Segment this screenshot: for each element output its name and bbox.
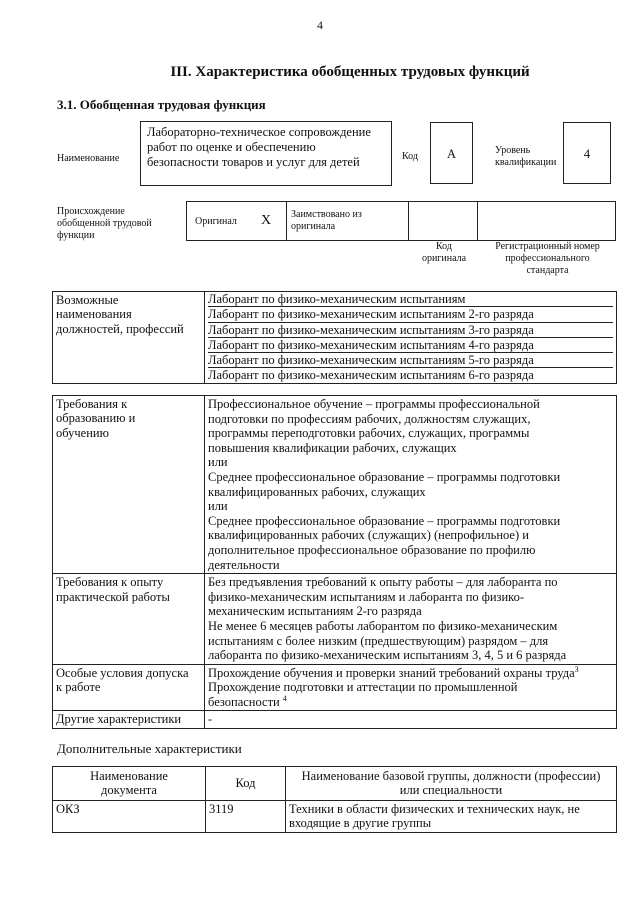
experience-line: Без предъявления требований к опыту работы – для лаборанта по: [208, 575, 558, 590]
education-line: или: [208, 499, 228, 514]
origin-divider: [286, 202, 287, 240]
positions-label-line: должностей, профессий: [56, 321, 184, 336]
education-line: подготовки по профессиям рабочих, должностям служащих,: [208, 411, 531, 426]
origin-table: [186, 201, 616, 241]
experience-line: лаборанта по физико-механическим испытаниям 3, 4, 5 и 6 разряда: [208, 648, 567, 663]
additional-title: Дополнительные характеристики: [57, 741, 242, 756]
positions-label-line: Возможные: [56, 293, 119, 307]
borrowed-label-line: оригинала: [291, 221, 336, 232]
experience-label-line: практической работы: [56, 589, 170, 604]
additional-header-row: [53, 767, 617, 801]
education-line: квалифицированных рабочих (служащих) (непрофильное) и: [208, 528, 529, 543]
position-item: Лаборант по физико-механическим испытаниям 2-го разряда: [208, 307, 613, 322]
cell-document: ОКЗ: [53, 800, 206, 832]
special-row: [53, 664, 617, 711]
name-value-box: [140, 121, 392, 186]
education-label-line: образованию и: [56, 411, 136, 426]
experience-line: Не менее 6 месяцев работы лаборантом по физико-механическим: [208, 618, 558, 633]
other-value: -: [205, 711, 617, 728]
borrowed-label-line: Заимствовано из: [291, 209, 362, 220]
education-label-line: обучению: [56, 425, 109, 440]
col-header-group: [286, 767, 617, 801]
col-header-code: Код: [206, 767, 286, 801]
code-original-line: оригинала: [421, 253, 467, 264]
experience-line: физико-механическим испытаниям и лаборанта по физико-: [208, 589, 525, 604]
special-value: [205, 664, 617, 711]
education-line: Среднее профессиональное образование – программы подготовки: [208, 469, 561, 484]
education-line: Среднее профессиональное образование – программы подготовки: [208, 513, 561, 528]
positions-row: [53, 292, 617, 384]
origin-label: [57, 206, 152, 242]
origin-divider: [477, 202, 478, 240]
experience-line: механическим испытаниям 2-го разряда: [208, 604, 422, 619]
education-line: дополнительное профессиональное образование по профилю: [208, 542, 536, 557]
education-label-line: Требования к: [56, 397, 128, 411]
reg-number-line: Регистрационный номер: [495, 241, 600, 252]
footnote-ref: 3: [574, 664, 579, 674]
special-line-text: Прохождение обучения и проверки знаний требований охраны труда: [208, 665, 575, 680]
origin-divider: [408, 202, 409, 240]
position-item: Лаборант по физико-механическим испытаниям 6-го разряда: [208, 368, 534, 383]
position-item: Лаборант по физико-механическим испытаниям 5-го разряда: [208, 353, 613, 368]
col-header-line: Наименование базовой группы, должности (профессии): [301, 769, 601, 783]
name-value-line: работ по оценке и обеспечению: [147, 140, 316, 154]
experience-line: испытаниям с более низким (предшествующим) разрядом – для: [208, 633, 549, 648]
experience-label: [53, 574, 205, 665]
level-value: 4: [563, 122, 611, 184]
positions-list: [205, 292, 617, 384]
code-original-line: Код: [436, 241, 452, 252]
other-row: [53, 711, 617, 728]
footnote-ref: 4: [282, 693, 287, 703]
level-label-line: Уровень: [495, 145, 531, 156]
education-line: квалифицированных рабочих, служащих: [208, 484, 426, 499]
education-line: программы переподготовки рабочих, служащих, программы: [208, 426, 530, 441]
code-value: A: [430, 122, 473, 184]
positions-label-line: наименования: [56, 307, 132, 322]
position-item: Лаборант по физико-механическим испытаниям: [208, 292, 613, 307]
education-line: или: [208, 455, 228, 470]
reg-number-caption: [480, 241, 615, 277]
level-label: [495, 145, 556, 169]
special-line-text: безопасности: [208, 694, 280, 709]
special-line: [208, 695, 613, 710]
positions-table: [52, 291, 617, 384]
position-item: Лаборант по физико-механическим испытаниям 3-го разряда: [208, 323, 613, 338]
original-label: Оригинал: [195, 216, 237, 227]
experience-value: [205, 574, 617, 665]
section-title: III. Характеристика обобщенных трудовых функций: [170, 64, 530, 80]
requirements-table: [52, 395, 617, 729]
level-label-line: квалификации: [495, 157, 557, 168]
special-line: Прохождение подготовки и аттестации по промышленной: [208, 680, 518, 695]
col-header-document: [53, 767, 206, 801]
experience-row: [53, 574, 617, 665]
position-item: Лаборант по физико-механическим испытаниям 4-го разряда: [208, 338, 613, 353]
subsection-title: 3.1. Обобщенная трудовая функция: [57, 97, 266, 112]
other-label: Другие характеристики: [53, 711, 205, 728]
name-value-line: Лабораторно-техническое сопровождение: [147, 125, 371, 139]
education-row: [53, 396, 617, 574]
education-line: деятельности: [208, 557, 280, 572]
experience-label-line: Требования к опыту: [56, 575, 164, 590]
name-value-line: безопасности товаров и услуг для детей: [147, 155, 360, 169]
origin-label-line: обобщенной трудовой: [57, 218, 152, 229]
additional-table: [52, 766, 617, 833]
group-name-line: Техники в области физических и технических наук, не: [289, 801, 580, 816]
original-mark: X: [261, 213, 272, 228]
special-label-line: Особые условия допуска: [56, 665, 189, 680]
reg-number-line: профессионального: [505, 253, 590, 264]
education-label: [53, 396, 205, 574]
origin-label-line: функции: [57, 230, 95, 241]
group-name-line: входящие в другие группы: [289, 816, 432, 831]
col-header-line: или специальности: [399, 783, 503, 798]
page-number: 4: [317, 18, 323, 32]
code-label: Код: [402, 151, 418, 162]
borrowed-label: [291, 209, 362, 233]
col-header-line: Наименование: [90, 769, 168, 783]
positions-label: [53, 292, 205, 384]
table-row: [53, 800, 617, 832]
special-line: [208, 666, 613, 681]
name-label: Наименование: [57, 153, 120, 164]
cell-group-name: [286, 800, 617, 832]
origin-label-line: Происхождение: [57, 206, 125, 217]
education-line: повышения квалификации рабочих, служащих: [208, 440, 457, 455]
special-label: [53, 664, 205, 711]
education-line: Профессиональное обучение – программы профессиональной: [208, 397, 540, 411]
special-label-line: к работе: [56, 680, 101, 695]
education-value: [205, 396, 617, 574]
cell-code: 3119: [206, 800, 286, 832]
col-header-line: документа: [101, 783, 157, 798]
reg-number-line: стандарта: [526, 265, 569, 276]
code-original-caption: [413, 241, 475, 265]
